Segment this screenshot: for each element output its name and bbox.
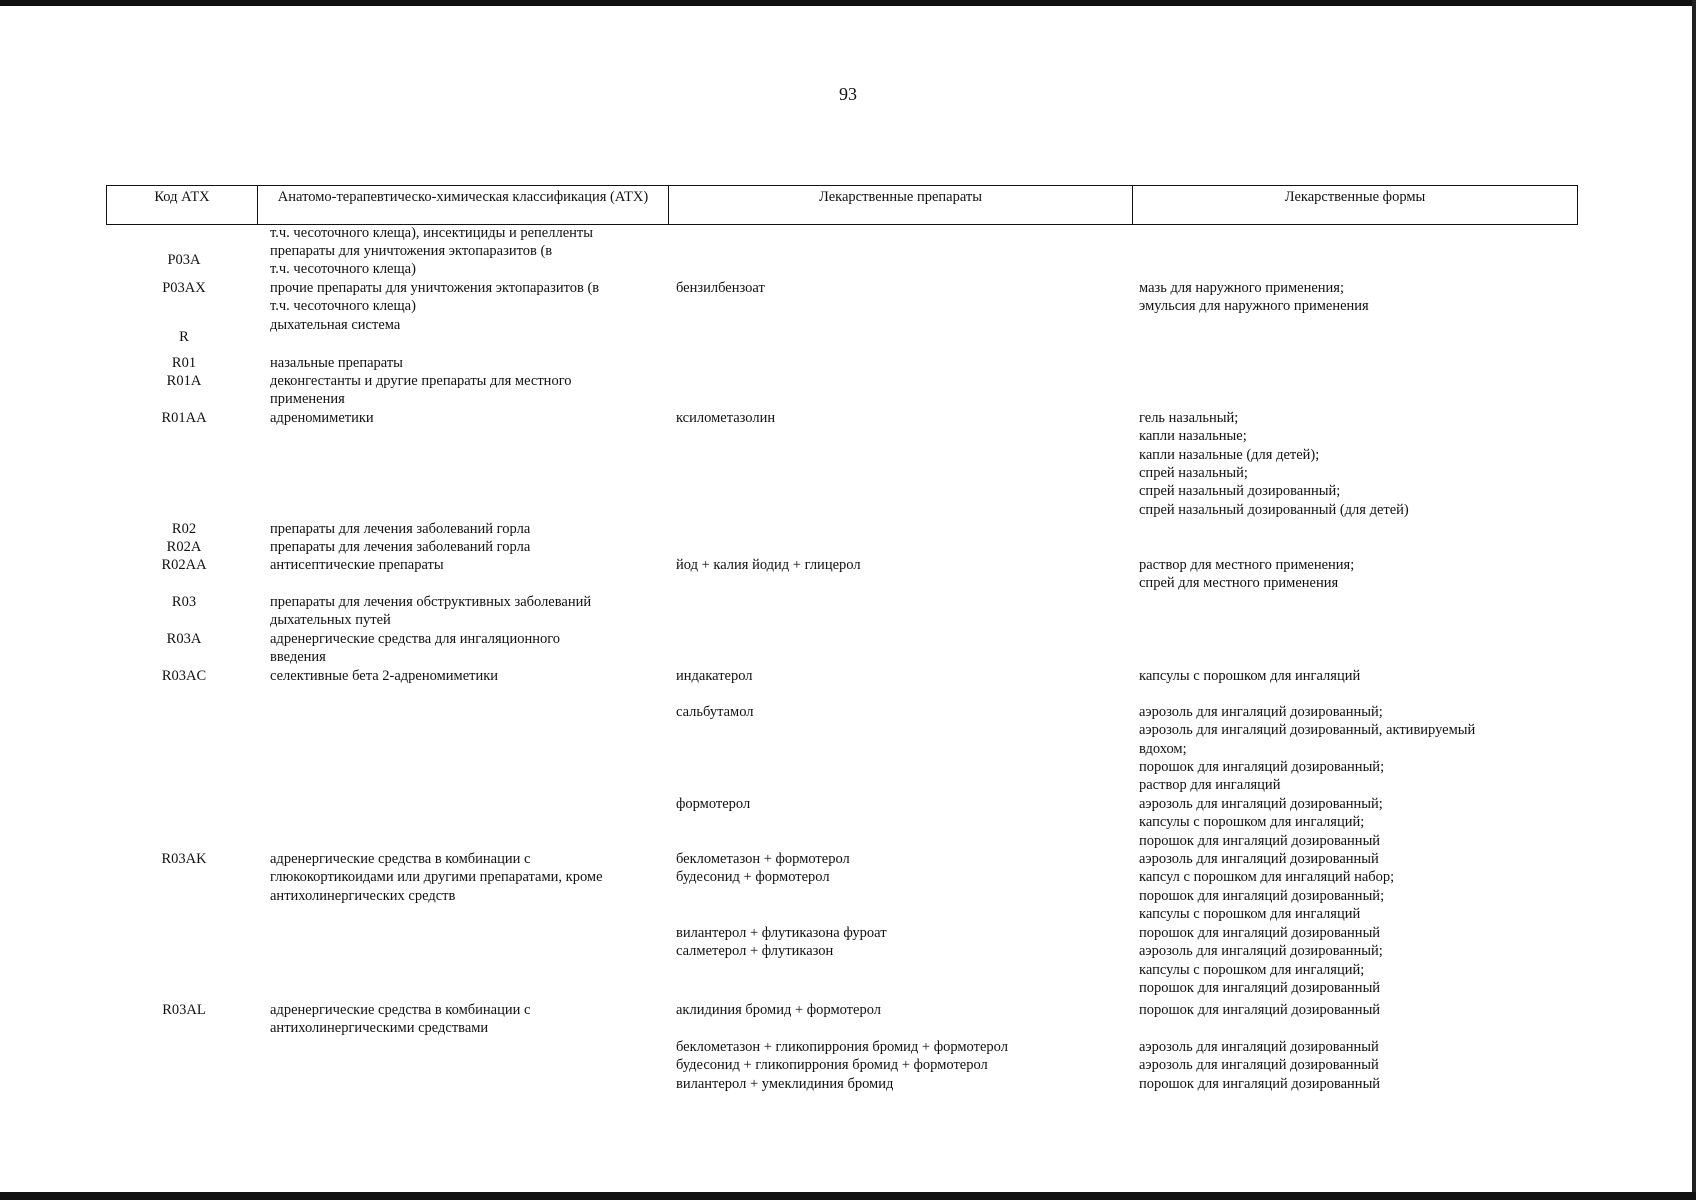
dosage-form: раствор для местного применения;: [1139, 557, 1355, 573]
atc-classification-line: адренергические средства в комбинации с: [270, 851, 531, 867]
atc-code: R02A: [166, 539, 202, 555]
atc-classification-line: применения: [270, 391, 345, 408]
atc-code: P03A: [167, 252, 201, 268]
dosage-form: капсулы с порошком для ингаляций;: [1139, 814, 1365, 831]
dosage-form: вдохом;: [1139, 740, 1187, 757]
scan-top-edge: [0, 0, 1696, 6]
drug-name: формотерол: [676, 796, 751, 812]
drug-name: вилантерол + умеклидиния бромид: [676, 1075, 894, 1092]
atc-classification-line: дыхательных путей: [270, 612, 391, 629]
header-dosage-forms: Лекарственные формы: [1284, 189, 1426, 205]
dosage-form: спрей назальный дозированный;: [1139, 483, 1341, 500]
atc-classification-line: т.ч. чесоточного клеща), инсектициды и репелленты: [270, 225, 593, 241]
dosage-form: аэрозоль для ингаляций дозированный;: [1139, 796, 1383, 812]
scan-right-edge: [1692, 0, 1696, 1200]
atc-code: R03AC: [161, 668, 207, 684]
atc-classification-line: глюкокортикоидами или другими препаратами, кроме: [270, 869, 603, 886]
atc-classification-line: препараты для лечения заболеваний горла: [270, 539, 531, 555]
drug-name: беклометазон + формотерол: [676, 851, 850, 867]
dosage-form: аэрозоль для ингаляций дозированный: [1139, 1039, 1379, 1055]
atc-classification-line: антихолинергическими средствами: [270, 1020, 489, 1037]
dosage-form: гель назальный;: [1139, 410, 1239, 426]
table-header: [106, 185, 1578, 225]
dosage-form: спрей для местного применения: [1139, 575, 1339, 592]
atc-classification-line: адреномиметики: [270, 410, 374, 426]
atc-classification-line: препараты для уничтожения эктопаразитов (в: [270, 243, 553, 259]
dosage-form: капсул с порошком для ингаляций набор;: [1139, 869, 1395, 886]
atc-code: R02AA: [161, 557, 207, 573]
atc-classification-line: селективные бета 2-адреномиметики: [270, 668, 499, 684]
dosage-form: аэрозоль для ингаляций дозированный: [1139, 851, 1379, 867]
page-number: 93: [839, 84, 857, 104]
dosage-form: капли назальные (для детей);: [1139, 446, 1320, 463]
drug-name: салметерол + флутиказон: [676, 943, 834, 960]
atc-code: R03: [171, 594, 197, 610]
atc-code: R03A: [166, 631, 202, 647]
atc-classification-line: т.ч. чесоточного клеща): [270, 261, 416, 278]
header-atc-classification: Анатомо-терапевтическо-химическая классификация (АТХ): [258, 186, 669, 224]
scan-bottom-edge: [0, 1192, 1696, 1200]
dosage-form: капсулы с порошком для ингаляций: [1139, 668, 1361, 684]
dosage-form: аэрозоль для ингаляций дозированный;: [1139, 704, 1383, 720]
atc-code: R03AL: [162, 1002, 206, 1018]
header-atc-code: Код АТХ: [107, 186, 258, 224]
header-drugs: Лекарственные препараты: [669, 186, 1133, 224]
drug-name: ксилометазолин: [676, 410, 776, 426]
dosage-form: капсулы с порошком для ингаляций: [1139, 905, 1361, 922]
drug-name: аклидиния бромид + формотерол: [676, 1002, 881, 1018]
dosage-form: капсулы с порошком для ингаляций;: [1139, 961, 1365, 978]
drug-name: сальбутамол: [676, 704, 754, 720]
dosage-form: капли назальные;: [1139, 428, 1247, 445]
atc-classification-line: адренергические средства в комбинации с: [270, 1002, 531, 1018]
atc-classification-line: антисептические препараты: [270, 557, 444, 573]
dosage-form: аэрозоль для ингаляций дозированный, активируемый: [1139, 722, 1476, 739]
drug-name: беклометазон + гликопиррония бромид + формотерол: [676, 1039, 1008, 1055]
atc-code: R01AA: [161, 410, 207, 426]
drug-name: йод + калия йодид + глицерол: [676, 557, 861, 573]
dosage-form: порошок для ингаляций дозированный: [1139, 1075, 1381, 1092]
atc-classification-line: адренергические средства для ингаляционного: [270, 631, 561, 647]
drug-name: бензилбензоат: [676, 280, 765, 296]
dosage-form: мазь для наружного применения;: [1139, 280, 1344, 296]
atc-code: R: [179, 329, 189, 345]
atc-code: R01: [171, 355, 197, 371]
atc-classification-line: назальные препараты: [270, 355, 403, 371]
dosage-form: аэрозоль для ингаляций дозированный: [1139, 1057, 1379, 1074]
drug-name: вилантерол + флутиказона фуроат: [676, 925, 887, 941]
atc-code: P03AX: [162, 280, 206, 296]
dosage-form: порошок для ингаляций дозированный: [1139, 979, 1381, 996]
atc-classification-line: антихолинергических средств: [270, 887, 456, 904]
dosage-form: порошок для ингаляций дозированный;: [1139, 758, 1385, 775]
dosage-form: эмульсия для наружного применения: [1139, 298, 1369, 315]
drug-name: индакатерол: [676, 668, 753, 684]
dosage-form: аэрозоль для ингаляций дозированный;: [1139, 943, 1383, 960]
atc-classification-line: деконгестанты и другие препараты для местного: [270, 373, 572, 389]
atc-classification-line: т.ч. чесоточного клеща): [270, 298, 416, 315]
dosage-form: спрей назальный дозированный (для детей): [1139, 501, 1409, 518]
atc-code: R01A: [166, 373, 202, 389]
atc-classification-line: препараты для лечения заболеваний горла: [270, 521, 531, 537]
atc-classification-line: введения: [270, 649, 326, 666]
drug-name: будесонид + формотерол: [676, 869, 830, 886]
dosage-form: порошок для ингаляций дозированный: [1139, 832, 1381, 849]
dosage-form: раствор для ингаляций: [1139, 777, 1281, 794]
atc-code: R02: [171, 521, 197, 537]
dosage-form: порошок для ингаляций дозированный;: [1139, 887, 1385, 904]
drug-name: будесонид + гликопиррония бромид + формотерол: [676, 1057, 988, 1074]
atc-classification-line: дыхательная система: [270, 317, 401, 333]
atc-classification-line: препараты для лечения обструктивных заболеваний: [270, 594, 592, 610]
dosage-form: порошок для ингаляций дозированный: [1139, 1002, 1381, 1018]
dosage-form: спрей назальный;: [1139, 464, 1248, 481]
atc-code: R03AK: [161, 851, 207, 867]
atc-classification-line: прочие препараты для уничтожения эктопаразитов (в: [270, 280, 600, 296]
dosage-form: порошок для ингаляций дозированный: [1139, 925, 1381, 941]
